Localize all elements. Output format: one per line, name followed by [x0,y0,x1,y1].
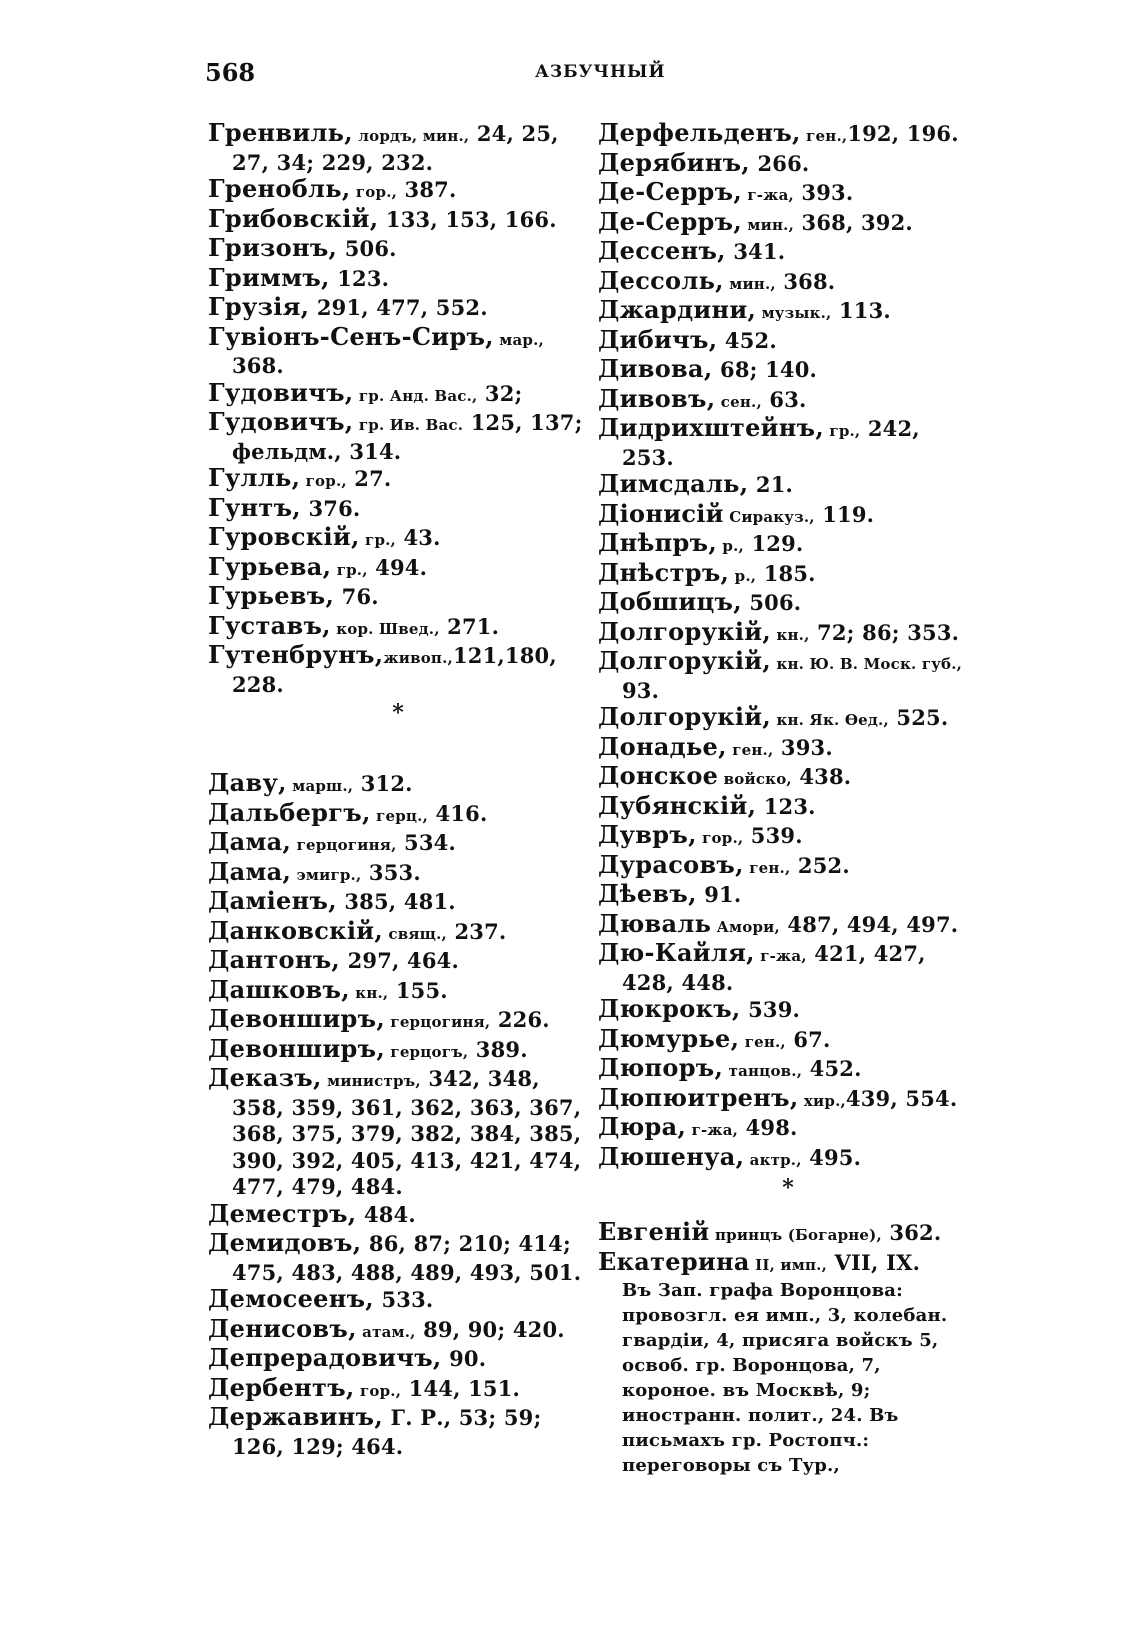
index-entry [598,704,978,734]
index-entry [598,1114,978,1144]
entry-descriptor: кор. Швед., [330,619,440,638]
entry-page-refs: 368. [775,268,836,294]
entry-name: Де-Серръ, [598,206,742,236]
index-entry [598,179,978,209]
entry-name: Дюра, [598,1112,687,1141]
entry-page-refs: 266. [749,150,810,176]
entry-name: Денисовъ, [208,1313,357,1343]
entry-name: Гурьевъ, [208,581,335,610]
entry-name: Гуровскій, [208,522,360,551]
entry-page-refs: 242, 253. [622,416,920,470]
index-entry [598,356,978,386]
entry-page-refs: 123. [329,265,390,291]
entry-page-refs: 297, 464. [340,948,459,973]
entry-descriptor: кн. Як. Өед., [771,711,889,729]
entry-name: Джардини, [598,295,757,324]
index-entry [208,1006,588,1036]
entry-page-refs: 393. [773,734,833,760]
entry-name: Дашковъ, [208,974,350,1004]
entry-name: Долгорукій, [598,646,772,675]
index-entry [208,1286,588,1316]
entry-name: Долгорукій, [598,702,772,731]
entry-page-refs: 342, 348, 358, 359, 361, 362, 363, 367, 368, 375, 379, 382, 384, 385, 390, 392, 405, 413, 421, 474, 477, 479, 484. [232,1066,582,1199]
entry-page-refs: 192, 196. [847,121,959,146]
entry-name: Депрерадовичъ, [208,1343,442,1372]
index-entry [598,1023,978,1056]
entry-descriptor: ген., [743,858,791,877]
entry-page-refs: 252. [790,852,850,878]
entry-name: Дерябинъ, [598,147,750,177]
index-entry [598,1246,978,1279]
entry-page-refs: 123. [756,793,816,819]
entry-descriptor: принцъ (Богарне), [709,1226,882,1244]
entry-name: Дивовъ, [598,383,716,413]
index-entry [208,120,588,176]
index-entry [208,524,588,554]
entry-descriptor: Сиракуз., [723,507,815,526]
entry-name: Дюшенуа, [598,1141,745,1171]
index-entry [598,763,978,793]
entry-page-refs: 389. [468,1036,528,1062]
entry-name: Дю-Кайля, [598,938,755,967]
index-entry [208,262,588,295]
entry-name: Гудовичъ, [208,407,354,436]
index-entry [208,974,588,1007]
entry-page-refs: 89, 90; 420. [415,1316,565,1342]
entry-page-refs: 86, 87; 210; 414; 475, 483, 488, 489, 493, 501. [232,1231,582,1285]
entry-name: Грибовскій, [208,203,379,233]
entry-descriptor: р., [717,537,744,555]
entry-descriptor: мин., [741,215,794,234]
entry-page-refs: 498. [738,1115,798,1140]
index-entry [208,321,588,380]
index-entry [208,1033,588,1066]
index-entry [598,648,978,704]
entry-descriptor: актр., [744,1150,802,1169]
entry-name: Долгорукій, [598,616,772,646]
entry-page-refs: 312. [353,771,413,796]
index-entry [598,1055,978,1085]
index-entry [208,1230,588,1286]
entry-name: Девонширъ, [208,1004,385,1033]
entry-name: Даву, [208,768,287,797]
index-entry [598,1082,978,1115]
section-separator: * [782,1175,794,1201]
entry-name: Добшицъ, [598,587,742,616]
entry-page-refs: 119. [814,501,875,527]
entry-descriptor: кн., [771,625,810,644]
index-entry [598,908,978,941]
index-subentry: Въ Зап. графа Воронцова: провозгл. ея имп., 3, колебан. гвардіи, 4, присяга войскъ 5, освоб. гр. Воронцова, 7, короное. въ Москвѣ, 9; иностранн. полит., 24. Въ письмахъ гр. Ростопч.: переговоры съ Тур., [622,1280,948,1476]
entry-descriptor: г-жа, [686,1121,739,1139]
index-entry [208,1404,588,1460]
entry-descriptor: ген., [800,127,848,145]
entry-name: Дессоль, [598,265,724,295]
index-entry [208,492,588,525]
index-entry [208,642,588,698]
entry-page-refs: 421, 427, 428, 448. [622,941,926,995]
section-separator: * [392,700,404,726]
entry-page-refs: 495. [801,1144,862,1170]
index-entry [208,1345,588,1375]
entry-name: Донское [598,761,719,790]
entry-descriptor: кн. Ю. В. Моск. губ., [771,655,963,673]
entry-page-refs: 155. [388,977,448,1003]
entry-page-refs: 32; [477,380,523,406]
index-entry [598,557,978,590]
index-entry [208,856,588,889]
entry-name: Дюпюитренъ, [598,1082,799,1112]
entry-name: Донадье, [598,731,727,761]
entry-page-refs: 121,180, 228. [232,643,557,697]
entry-name: Густавъ, [208,610,331,640]
index-entry [598,731,978,764]
entry-descriptor: сен., [715,392,762,411]
entry-descriptor: герцогиня, [291,836,397,854]
entry-name: Демосеенъ, [208,1284,374,1313]
index-entry [598,881,978,911]
entry-page-refs: 376. [300,495,361,521]
entry-page-refs: 506. [337,236,397,261]
entry-page-refs: 90. [441,1346,487,1371]
entry-page-refs: 93. [622,677,660,703]
entry-name: Гурьева, [208,551,332,581]
index-entry [598,238,978,268]
entry-descriptor: II, имп., [749,1255,827,1274]
index-entry [598,790,978,823]
index-column-right [598,120,978,1478]
entry-page-refs: 452. [717,327,777,353]
entry-page-refs: 494. [367,554,428,580]
entry-page-refs: 439, 554. [845,1085,958,1111]
entry-descriptor: г-жа, [754,947,807,965]
entry-page-refs: 68; 140. [712,357,818,382]
entry-page-refs: 438. [791,764,852,789]
index-entry [208,176,588,206]
entry-descriptor: ген., [739,1032,786,1051]
entry-descriptor: министръ, [321,1072,421,1090]
entry-name: Дурасовъ, [598,849,744,879]
entry-descriptor: герц., [370,806,429,825]
entry-page-refs: 368. [232,353,284,378]
entry-page-refs: 487, 494, 497. [779,911,959,937]
entry-name: Девонширъ, [208,1033,385,1063]
index-entry [208,1198,588,1231]
entry-page-refs: 72; 86; 353. [809,619,960,645]
entry-descriptor: мар., [493,330,544,349]
entry-descriptor: кн., [349,983,389,1002]
entry-name: Дербентъ, [208,1372,355,1402]
index-entry [598,265,978,298]
entry-page-refs: 271. [439,613,500,639]
entry-name: Дама, [208,856,292,886]
entry-page-refs: 353. [361,859,421,885]
entry-page-refs: 452. [802,1056,862,1081]
index-entry [208,583,588,613]
entry-page-refs: 144, 151. [401,1375,521,1401]
entry-descriptor: мин., [723,274,776,293]
entry-descriptor: гор., [354,1381,402,1400]
entry-name: Державинъ, [208,1402,383,1431]
index-entry [208,770,588,800]
index-entry [598,471,978,501]
index-entry [208,235,588,265]
entry-name: Евгеній [598,1217,710,1246]
index-entry [598,324,978,357]
entry-name: Дубянскій, [598,790,757,820]
entry-descriptor: эмигр., [291,865,362,884]
index-entry [598,1219,978,1249]
entry-page-refs: 129. [743,531,804,556]
entry-descriptor: войско, [718,770,792,788]
entry-descriptor: г-жа, [741,186,794,204]
entry-name: Грузія, [208,292,310,321]
entry-name: Діонисій [598,498,724,528]
entry-name: Дюваль [598,908,712,938]
entry-page-refs: 63. [761,386,807,412]
index-entry [598,498,978,531]
entry-page-refs: 91. [696,882,742,907]
entry-page-refs: 113. [831,298,891,323]
entry-page-refs: 21. [748,472,794,497]
entry-page-refs: 185. [756,560,816,586]
entry-name: Дерфельденъ, [598,118,801,147]
entry-name: Дальбергъ, [208,797,371,827]
entry-name: Гудовичъ, [208,377,354,407]
index-entry [598,822,978,852]
entry-name: Дессенъ, [598,236,726,265]
entry-page-refs: 237. [446,918,507,944]
entry-descriptor: музык., [756,304,832,322]
entry-name: Гутенбрунъ, [208,640,384,669]
entry-descriptor: Амори, [711,917,780,936]
entry-name: Днѣпръ, [598,528,717,557]
entry-name: Демидовъ, [208,1228,362,1257]
entry-name: Дюкрокъ, [598,994,741,1023]
entry-name: Гунтъ, [208,492,301,522]
running-title: АЗБУЧНЫЙ [535,62,666,82]
entry-name: Гренвиль, [208,118,353,147]
entry-name: Де-Серръ, [598,177,742,206]
entry-descriptor: р., [729,566,757,585]
entry-descriptor: гр. Анд. Вас., [353,386,478,405]
entry-page-refs: 67. [785,1026,831,1052]
entry-descriptor: гр., [331,560,368,579]
index-entry [598,383,978,416]
index-entry [208,1313,588,1346]
index-entry [598,849,978,882]
entry-name: Екатерина [598,1246,750,1276]
index-entry [208,915,588,948]
entry-descriptor: гр., [359,531,396,549]
entry-page-refs: 133, 153, 166. [378,206,557,232]
entry-name: Деместръ, [208,1198,357,1228]
entry-page-refs: 291, 477, 552. [309,295,488,320]
index-entry [598,415,978,471]
entry-name: Дюпоръ, [598,1053,724,1082]
entry-descriptor: танцов., [723,1062,803,1080]
entry-name: Дѣевъ, [598,879,697,908]
entry-page-refs: Г. Р., 53; 59; 126, 129; 464. [232,1405,542,1459]
index-entry [598,589,978,619]
entry-name: Данковскій, [208,915,383,945]
entry-descriptor: гор., [696,829,744,847]
index-entry [208,203,588,236]
entry-page-refs: 416. [428,800,488,826]
entry-page-refs: 533. [373,1287,434,1312]
entry-descriptor: герцогъ, [385,1042,469,1061]
entry-descriptor: хир., [798,1091,846,1110]
entry-name: Дантонъ, [208,945,341,974]
entry-page-refs: 76. [334,584,379,609]
entry-page-refs: 393. [793,180,854,205]
entry-descriptor: гр., [824,422,861,440]
entry-page-refs: 24, 25, 27, 34; 229, 232. [232,121,559,175]
entry-descriptor: свящ., [383,924,447,943]
index-entry [208,1372,588,1405]
page-number: 568 [205,58,256,87]
entry-descriptor: ген., [726,740,774,759]
entry-name: Днѣстръ, [598,557,730,587]
entry-page-refs: 27. [346,466,392,491]
entry-page-refs: 226. [490,1007,550,1032]
entry-descriptor: атам., [356,1322,416,1341]
index-entry [598,616,978,649]
entry-name: Дюмурье, [598,1023,740,1053]
index-entry [208,294,588,324]
index-entry [598,147,978,180]
entry-page-refs: 125, 137; фельдм., 314. [232,410,583,464]
entry-page-refs: 484. [356,1201,416,1227]
entry-page-refs: VII, IX. [827,1249,921,1275]
entry-page-refs: 506. [741,590,802,615]
entry-descriptor: марш., [286,777,354,795]
entry-name: Гулль, [208,463,301,492]
index-entry [598,206,978,239]
index-entry [208,465,588,495]
index-entry [208,829,588,859]
index-entry [208,377,588,410]
entry-name: Дама, [208,827,292,856]
index-entry [598,120,978,150]
index-entry [598,1141,978,1174]
entry-descriptor: лордъ, мин., [352,127,470,145]
entry-page-refs: 385, 481. [336,889,456,914]
index-entry [598,530,978,560]
entry-name: Дувръ, [598,820,697,849]
index-entry [208,1065,588,1201]
index-entry [598,996,978,1026]
index-entry [208,797,588,830]
entry-page-refs: 387. [397,177,457,202]
index-entry [598,940,978,996]
entry-page-refs: 539. [743,823,803,848]
entry-page-refs: 525. [888,705,949,730]
entry-descriptor: гор., [350,183,398,201]
entry-name: Дивова, [598,354,713,383]
entry-page-refs: 362. [881,1220,942,1245]
entry-name: Деказъ, [208,1063,322,1092]
entry-name: Дибичъ, [598,324,718,354]
entry-descriptor: живоп., [383,649,453,667]
entry-name: Даміенъ, [208,886,337,915]
entry-name: Димсдаль, [598,469,749,498]
entry-descriptor: герцогиня, [385,1013,491,1031]
entry-page-refs: 368, 392. [794,209,913,235]
index-entry [208,947,588,977]
entry-name: Гренобль, [208,174,351,203]
index-entry [208,888,588,918]
entry-page-refs: 341. [725,239,786,264]
entry-name: Гризонъ, [208,233,338,262]
page-header [205,58,950,98]
entry-descriptor: гр. Ив. Вас. [353,416,464,434]
entry-descriptor: гор., [300,472,347,490]
index-column-left [208,120,588,1460]
entry-name: Гриммъ, [208,262,330,292]
index-entry [208,551,588,584]
entry-page-refs: 539. [740,997,801,1022]
entry-name: Дидрихштейнъ, [598,413,824,442]
index-entry [598,297,978,327]
entry-name: Гувіонъ-Сенъ-Сиръ, [208,321,494,351]
index-entry [208,409,588,465]
entry-page-refs: 534. [396,830,456,855]
entry-page-refs: 43. [395,525,441,550]
index-entry [208,610,588,643]
